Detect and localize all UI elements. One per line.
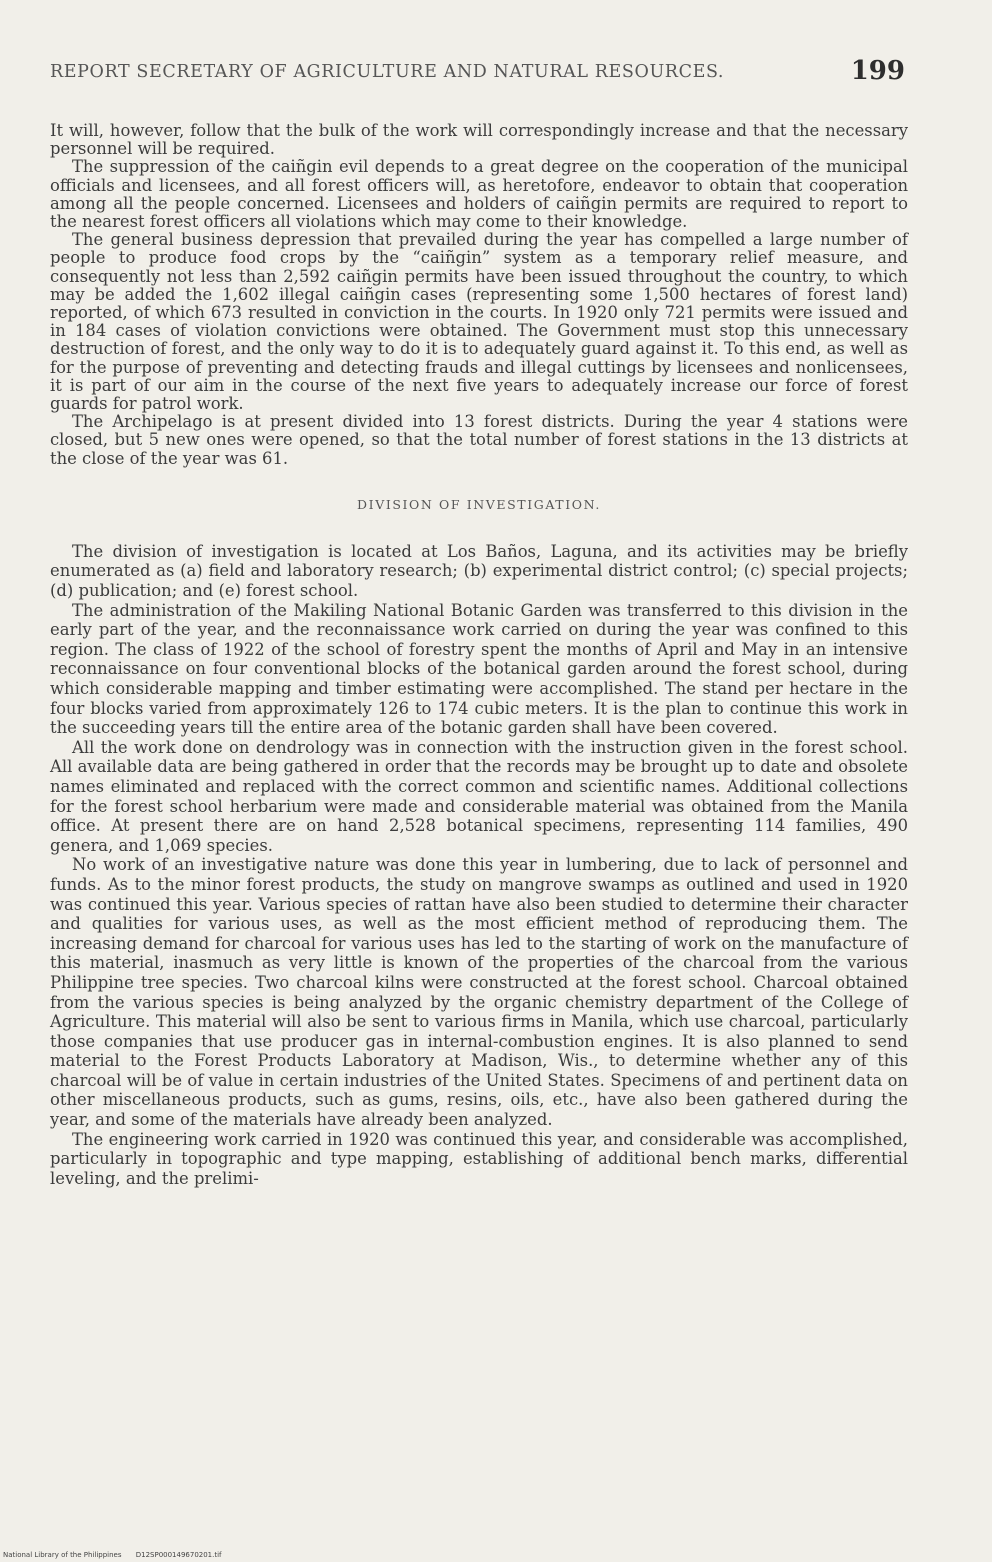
page-number: 199 — [850, 56, 905, 86]
page-body — [50, 122, 908, 1188]
paragraph: The administration of the Makiling National Botanic Garden was transferred to this division in the early part of the year, and the reconnaissance work carried on during the year was confined to this region. The class of 1922 of the school of forestry spent the months of April and May in an intensive reconnaissance on four conventional blocks of the botanical garden around the forest school, during which considerable mapping and timber estimating were accomplished. The stand per hectare in the four blocks varied from approximately 126 to 174 cubic meters. It is the plan to continue this work in the succeeding years till the entire area of the botanic garden shall have been covered. — [50, 600, 908, 738]
paragraph: The engineering work carried in 1920 was continued this year, and considerable was accomplished, particularly in topographic and type mapping, establishing of additional bench marks, differential leveling, and the prelimi- — [50, 1129, 908, 1188]
running-title: REPORT SECRETARY OF AGRICULTURE AND NATURAL RESOURCES. — [50, 62, 725, 82]
section-division-of-investigation — [50, 542, 908, 1189]
section-forest-protection — [50, 122, 908, 468]
page-header — [50, 56, 905, 86]
paragraph: All the work done on dendrology was in connection with the instruction given in the forest school. All available data are being gathered in order that the records may be brought up to date and obsolete names eliminated and replaced with the correct common and scientific names. Additional collections for the forest school herbarium were made and considerable material was obtained from the Manila office. At present there are on hand 2,528 botanical specimens, representing 114 families, 490 genera, and 1,069 species. — [50, 737, 908, 855]
paragraph: The Archipelago is at present divided into 13 forest districts. During the year 4 stations were closed, but 5 new ones were opened, so that the total number of forest stations in the 13 districts at the close of the year was 61. — [50, 412, 908, 468]
paragraph: The suppression of the caiñgin evil depends to a great degree on the cooperation of the municipal officials and licensees, and all forest officers will, as heretofore, endeavor to obtain that cooperation among all the people concerned. Licensees and holders of caiñgin permits are required to report to the nearest forest officers all violations which may come to their knowledge. — [50, 157, 908, 232]
section-heading: DIVISION OF INVESTIGATION. — [357, 496, 601, 512]
paragraph: The division of investigation is located at Los Baños, Laguna, and its activities may be briefly enumerated as (a) field and laboratory research; (b) experimental district control; (c) special projects; (d) publication; and (e) forest school. — [50, 541, 908, 601]
paragraph: The general business depression that prevailed during the year has compelled a large number of people to produce food crops by the “caiñgin” system as a temporary relief measure, and consequently not less than 2,592 caiñgin permits have been issued throughout the country, to which may be added the 1,602 illegal caiñgin cases (representing some 1,500 hectares of forest land) reported, of which 673 resulted in conviction in the courts. In 1920 only 721 permits were issued and in 184 cases of violation convictions were obtained. The Government must stop this unnecessary destruction of forest, and the only way to do it is to adequately guard against it. To this end, as well as for the purpose of preventing and detecting frauds and illegal cuttings by licensees and nonlicensees, it is part of our aim in the course of the next five years to adequately increase our force of forest guards for patrol work. — [50, 230, 908, 414]
scan-id: D12SP000149670201.tif — [135, 1551, 222, 1559]
scan-footer — [3, 1551, 222, 1559]
paragraph: It will, however, follow that the bulk of the work will correspondingly increase and that the necessary personnel will be required. — [50, 121, 908, 159]
library-credit: National Library of the Philippines — [3, 1551, 122, 1559]
paragraph: No work of an investigative nature was done this year in lumbering, due to lack of personnel and funds. As to the minor forest products, the study on mangrove swamps as outlined and used in 1920 was continued this year. Various species of rattan have also been studied to determine their character and qualities for various uses, as well as the most efficient method of reproducing them. The increasing demand for charcoal for various uses has led to the starting of work on the manufacture of this material, inasmuch as very little is known of the properties of the charcoal from the various Philippine tree species. Two charcoal kilns were constructed at the forest school. Charcoal obtained from the various species is being analyzed by the organic chemistry department of the College of Agriculture. This material will also be sent to various firms in Manila, which use charcoal, particularly those companies that use producer gas in internal-combustion engines. It is also planned to send material to the Forest Products Laboratory at Madison, Wis., to determine whether any of this charcoal will be of value in certain industries of the United States. Specimens of and pertinent data on other miscellaneous products, such as gums, resins, oils, etc., have also been gathered during the year, and some of the materials have already been analyzed. — [50, 855, 908, 1130]
